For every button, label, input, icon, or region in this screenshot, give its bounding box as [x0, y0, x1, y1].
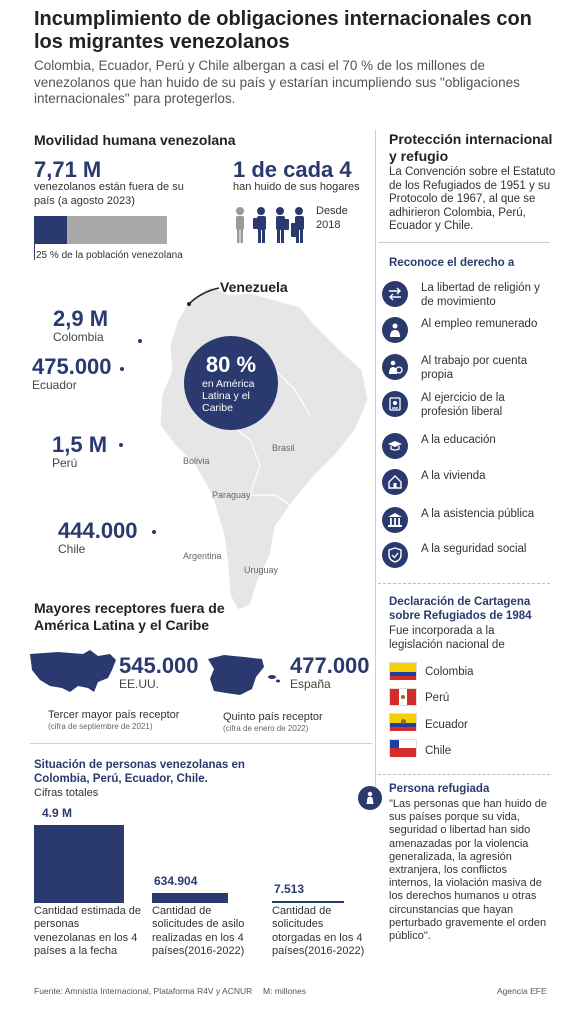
divider — [378, 583, 550, 584]
stat-emigrants: 7,71 M — [34, 157, 102, 182]
spain-date: (cifra de enero de 2022) — [223, 724, 309, 733]
shield-icon — [382, 542, 408, 568]
divider — [30, 743, 372, 744]
derecho-item: A la seguridad social — [421, 543, 527, 555]
spain-name: España — [290, 677, 331, 691]
cartagena-country: Chile — [425, 745, 452, 757]
page-title: Incumplimiento de obligaciones internacionales con los migrantes venezolanos — [34, 8, 532, 53]
chart-category-label: Cantidad estimada de personas venezolanas en los 4 países a la fecha — [34, 905, 142, 958]
argentina-label: Argentina — [183, 551, 222, 561]
venezuela-arrow — [186, 284, 222, 313]
chile-value: 444.000 — [58, 518, 138, 543]
divider — [378, 242, 550, 243]
chart-bar — [152, 893, 228, 903]
bar-caption: 25 % de la población venezolana — [36, 250, 183, 261]
agency-note: Agencia EFE — [497, 986, 547, 996]
spain-map-icon — [204, 651, 284, 706]
venezuela-label: Venezuela — [220, 279, 288, 295]
column-divider — [375, 130, 376, 790]
chart-category-label: Cantidad de solicitudes otorgadas en los 4 países(2016-2022) — [272, 905, 365, 958]
peru-value: 1,5 M — [52, 432, 108, 457]
public-building-icon — [382, 507, 408, 533]
stat-ratio-text: han huido de sus hogares — [233, 181, 360, 193]
receptores-heading: Mayores receptores fuera de América Latina y el Caribe — [34, 600, 225, 633]
ecuador-value: 475.000 — [32, 354, 112, 379]
peru-name: Perú — [52, 456, 78, 470]
derecho-item: La libertad de religión y de movimiento — [421, 282, 540, 308]
since-label: Desde 2018 — [316, 205, 348, 231]
cartagena-text: Fue incorporada a la legislación nacional de — [389, 625, 505, 651]
derecho-item: Al ejercicio de la profesión liberal — [421, 392, 505, 418]
flag-ecuador-icon — [389, 713, 417, 731]
cartagena-country: Colombia — [425, 666, 474, 678]
bolivia-label: Bolivia — [183, 456, 210, 466]
arrows-icon — [382, 281, 408, 307]
stat-emigrants-text: venezolanos están fuera de su país (a agosto 2023) — [34, 181, 184, 207]
flag-peru-icon — [389, 688, 417, 706]
chart-value-label: 4.9 M — [42, 806, 73, 820]
situacion-heading: Situación de personas venezolanas en Colombia, Perú, Ecuador, Chile. — [34, 759, 245, 785]
worker-icon — [382, 317, 408, 343]
divider — [378, 774, 550, 775]
ecuador-name: Ecuador — [32, 378, 77, 392]
cartagena-country: Ecuador — [425, 719, 468, 731]
paraguay-label: Paraguay — [212, 490, 251, 500]
usa-value: 545.000 — [119, 653, 199, 678]
source-note: Fuente: Amnistía Internacional, Plataforma R4V y ACNUR — [34, 986, 253, 996]
house-icon — [382, 469, 408, 495]
peru-dot — [119, 443, 123, 447]
derecho-item: A la vivienda — [421, 470, 486, 482]
chile-dot — [152, 530, 156, 534]
usa-name: EE.UU. — [119, 677, 160, 691]
derecho-item: A la asistencia pública — [421, 508, 535, 520]
proteccion-text: La Convención sobre el Estatuto de los Refugiados de 1951 y su Protocolo de 1967, al que se adhirieron Colombia, Perú, Ecuador y Chile. — [389, 166, 556, 232]
chart-bar — [272, 901, 344, 903]
graduation-icon — [382, 433, 408, 459]
flag-chile-icon — [389, 739, 417, 757]
bar-tick — [34, 244, 35, 260]
people-icon — [233, 205, 313, 252]
brasil-label: Brasil — [272, 443, 295, 453]
self-employed-icon — [382, 354, 408, 380]
refugee-person-icon — [358, 786, 382, 810]
usa-note: Tercer mayor país receptor — [48, 709, 180, 721]
flag-colombia-icon — [389, 662, 417, 680]
usa-date: (cifra de septiembre de 2021) — [48, 722, 153, 731]
derecho-item: Al trabajo por cuenta propia — [421, 355, 528, 381]
stat-ratio: 1 de cada 4 — [233, 157, 352, 182]
chart-value-label: 634.904 — [154, 873, 198, 888]
professional-icon — [382, 391, 408, 417]
south-america-map — [100, 265, 375, 615]
colombia-name: Colombia — [53, 330, 104, 344]
unit-note: M: millones — [263, 986, 306, 996]
chart-bar — [34, 825, 124, 903]
uruguay-label: Uruguay — [244, 565, 279, 575]
cartagena-heading: Declaración de Cartagena sobre Refugiados de 1984 — [389, 596, 532, 622]
proteccion-heading: Protección internacional y refugio — [389, 131, 553, 164]
latam-circle-value: 80 % — [205, 352, 257, 377]
derecho-item: A la educación — [421, 434, 496, 446]
ecuador-dot — [120, 367, 124, 371]
population-bar — [34, 216, 167, 244]
latam-circle — [184, 336, 278, 430]
refugiada-heading: Persona refugiada — [389, 783, 490, 795]
latam-circle-text: en América Latina y el Caribe — [202, 378, 255, 414]
colombia-value: 2,9 M — [53, 306, 109, 331]
spain-value: 477.000 — [290, 653, 370, 678]
population-bar-fill — [34, 216, 67, 244]
chart-value-label: 7.513 — [274, 882, 305, 896]
cartagena-country: Perú — [425, 692, 450, 704]
refugiada-quote: "Las personas que han huido de sus países porque su vida, seguridad o libertad han sido amenazadas por la violencia generalizada, la agresión extranjera, los conflictos internos, la violación masiva de los derechos humanos u otras circunstancias que hayan perturbado gravemente el orden público". — [389, 798, 548, 943]
spain-note: Quinto país receptor — [223, 711, 323, 723]
derecho-item: Al empleo remunerado — [421, 318, 538, 330]
situacion-subheading: Cifras totales — [34, 787, 99, 799]
movilidad-heading: Movilidad humana venezolana — [34, 132, 236, 148]
derecho-heading: Reconoce el derecho a — [389, 257, 515, 269]
chile-name: Chile — [58, 542, 86, 556]
page-subtitle: Colombia, Ecuador, Perú y Chile albergan a casi el 70 % de los millones de venezolanos que han huido de su país y estarían incumpliendo sus "obligaciones internacionales" para protegerlos. — [34, 58, 520, 106]
usa-map-icon — [28, 648, 118, 705]
colombia-dot — [138, 339, 142, 343]
chart-category-label: Cantidad de solicitudes de asilo realizadas en los 4 países(2016-2022) — [152, 905, 245, 958]
